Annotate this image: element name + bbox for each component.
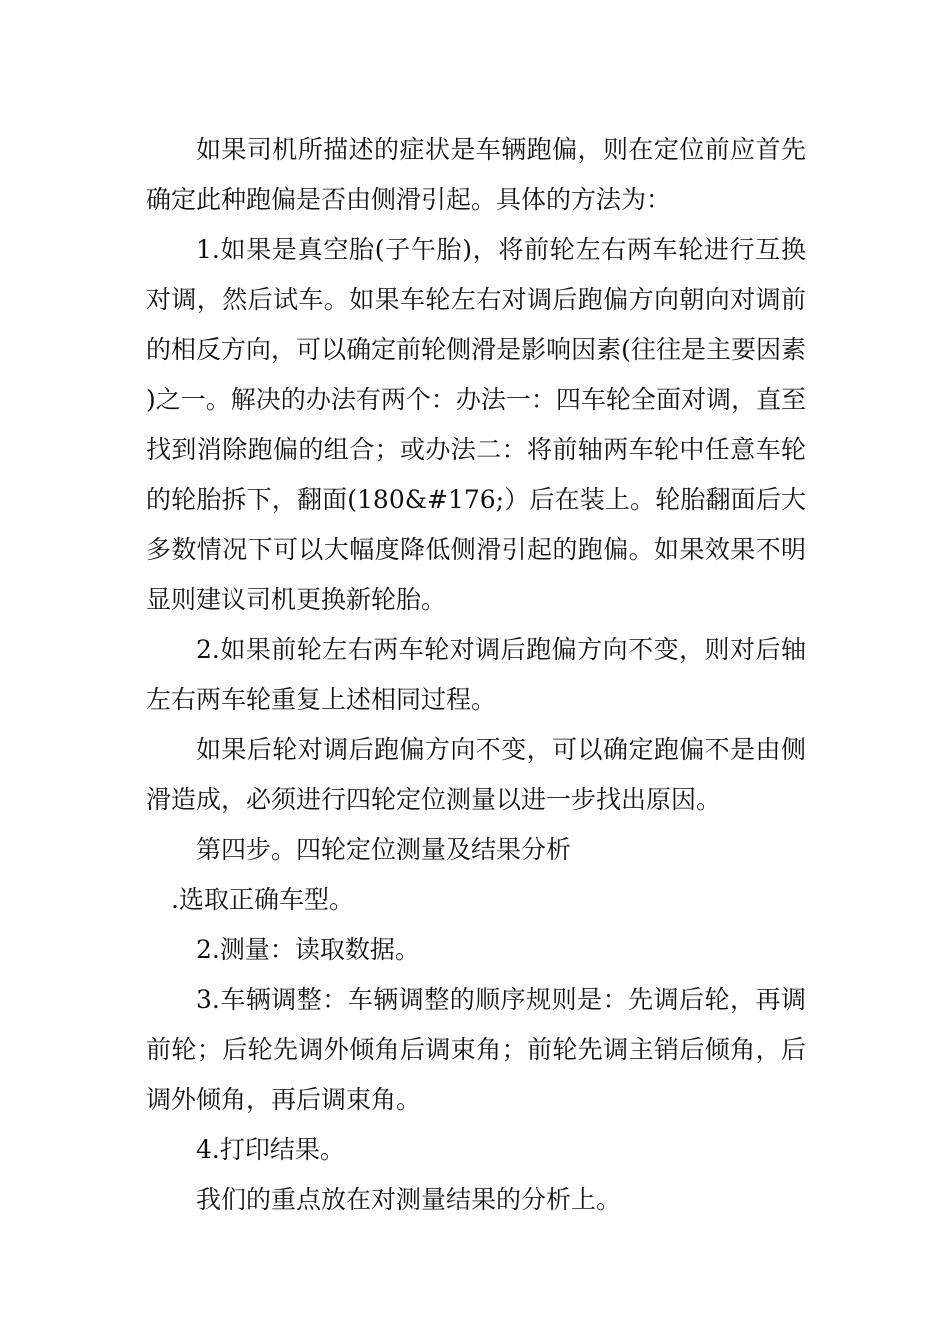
section-heading-step-four: 第四步。四轮定位测量及结果分析 <box>196 835 572 864</box>
paragraph-step-2-rear-axle: 2.如果前轮左右两车轮对调后跑偏方向不变，则对后轴左右两车轮重复上述相同过程。 <box>146 635 806 714</box>
paragraph-symptom-intro: 如果司机所描述的症状是车辆跑偏，则在定位前应首先确定此种跑偏是否由侧滑引起。具体的方法为： <box>146 135 806 214</box>
list-item-select-model: .选取正确车型。 <box>171 885 354 914</box>
list-item-print-results: 4.打印结果。 <box>196 1135 345 1164</box>
list-item-adjust-vehicle: 3.车辆调整：车辆调整的顺序规则是：先调后轮，再调前轮；后轮先调外倾角后调束角；前轮先调主销后倾角，后调外倾角，再后调束角。 <box>146 985 806 1114</box>
document-body <box>146 125 806 1225</box>
list-item-measure: 2.测量：读取数据。 <box>196 935 420 964</box>
paragraph-analysis-focus: 我们的重点放在对测量结果的分析上。 <box>196 1185 622 1214</box>
paragraph-step-1-tire-swap: 1.如果是真空胎(子午胎)，将前轮左右两车轮进行互换对调，然后试车。如果车轮左右对调后跑偏方向朝向对调前的相反方向，可以确定前轮侧滑是影响因素(往往是主要因素)之一。解决的办法有两个：办法一：四车轮全面对调，直至找到消除跑偏的组合；或办法二：将前轴两车轮中任意车轮的轮胎拆下，翻面(180&#176;）后在装上。轮胎翻面后大多数情况下可以大幅度降低侧滑引起的跑偏。如果效果不明显则建议司机更换新轮胎。 <box>146 235 806 614</box>
paragraph-rear-conclusion: 如果后轮对调后跑偏方向不变，可以确定跑偏不是由侧滑造成，必须进行四轮定位测量以进一步找出原因。 <box>146 735 806 814</box>
